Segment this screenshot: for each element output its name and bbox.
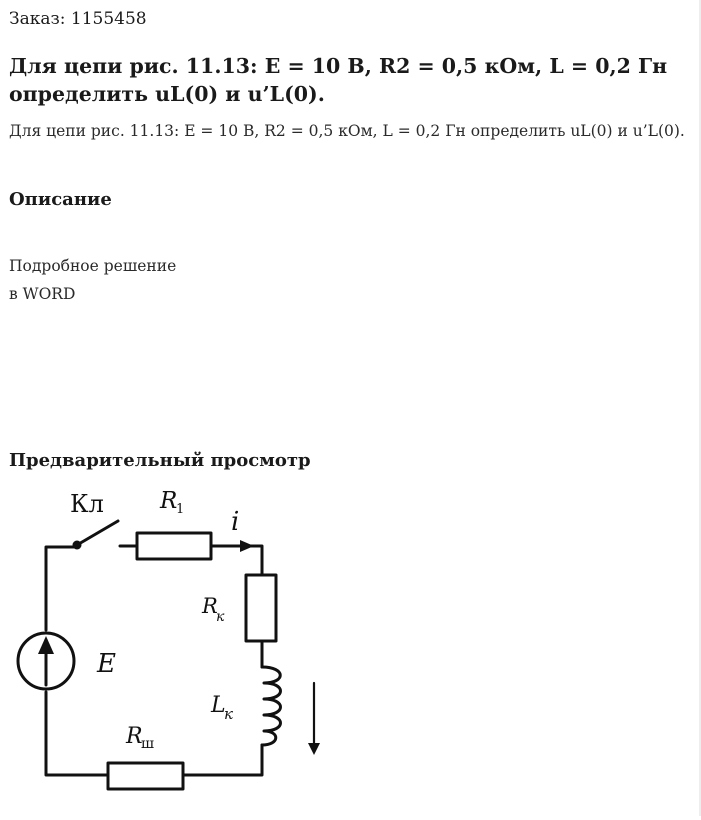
lk-label: L <box>211 693 226 718</box>
order-number: Заказ: 1155458 <box>9 9 147 29</box>
rsh-subscript: ш <box>141 736 155 752</box>
description-heading: Описание <box>9 189 112 210</box>
current-label: i <box>231 507 240 537</box>
page-title: Для цепи рис. 11.13: E = 10 В, R2 = 0,5 кОм, L = 0,2 Гн определить uL(0) и u’L(0). <box>9 54 668 106</box>
resistor-rsh <box>108 763 183 789</box>
rk-label: R <box>202 594 218 618</box>
description-line: Подробное решение <box>9 257 177 275</box>
inductor-lk <box>262 667 281 745</box>
source-arrow-head <box>38 636 54 654</box>
resistor-rk <box>246 575 276 641</box>
wire-right-bottom <box>183 745 262 775</box>
current-arrow-head <box>240 540 254 552</box>
switch-blade <box>77 521 118 545</box>
rsh-label: R <box>126 724 143 749</box>
description-body <box>9 252 176 308</box>
rk-subscript: к <box>216 609 225 625</box>
voltage-arrow-head <box>308 743 320 755</box>
task-description: Для цепи рис. 11.13: E = 10 В, R2 = 0,5 кОм, L = 0,2 Гн определить uL(0) и u’L(0). <box>9 122 685 140</box>
switch-pivot <box>73 541 82 550</box>
wire-left-top <box>46 547 77 630</box>
description-line: в WORD <box>9 285 76 303</box>
circuit-diagram <box>0 480 701 816</box>
preview-heading: Предварительный просмотр <box>9 450 311 471</box>
circuit-preview-image <box>0 480 701 816</box>
switch-label: Кл <box>70 490 104 518</box>
source-label: E <box>97 649 116 679</box>
lk-subscript: к <box>224 705 233 723</box>
wire-left-bottom <box>46 692 108 775</box>
resistor-r1 <box>137 533 211 559</box>
r1-subscript: 1 <box>176 502 185 517</box>
wire-top-right <box>211 546 262 575</box>
r1-label: R <box>160 488 178 514</box>
